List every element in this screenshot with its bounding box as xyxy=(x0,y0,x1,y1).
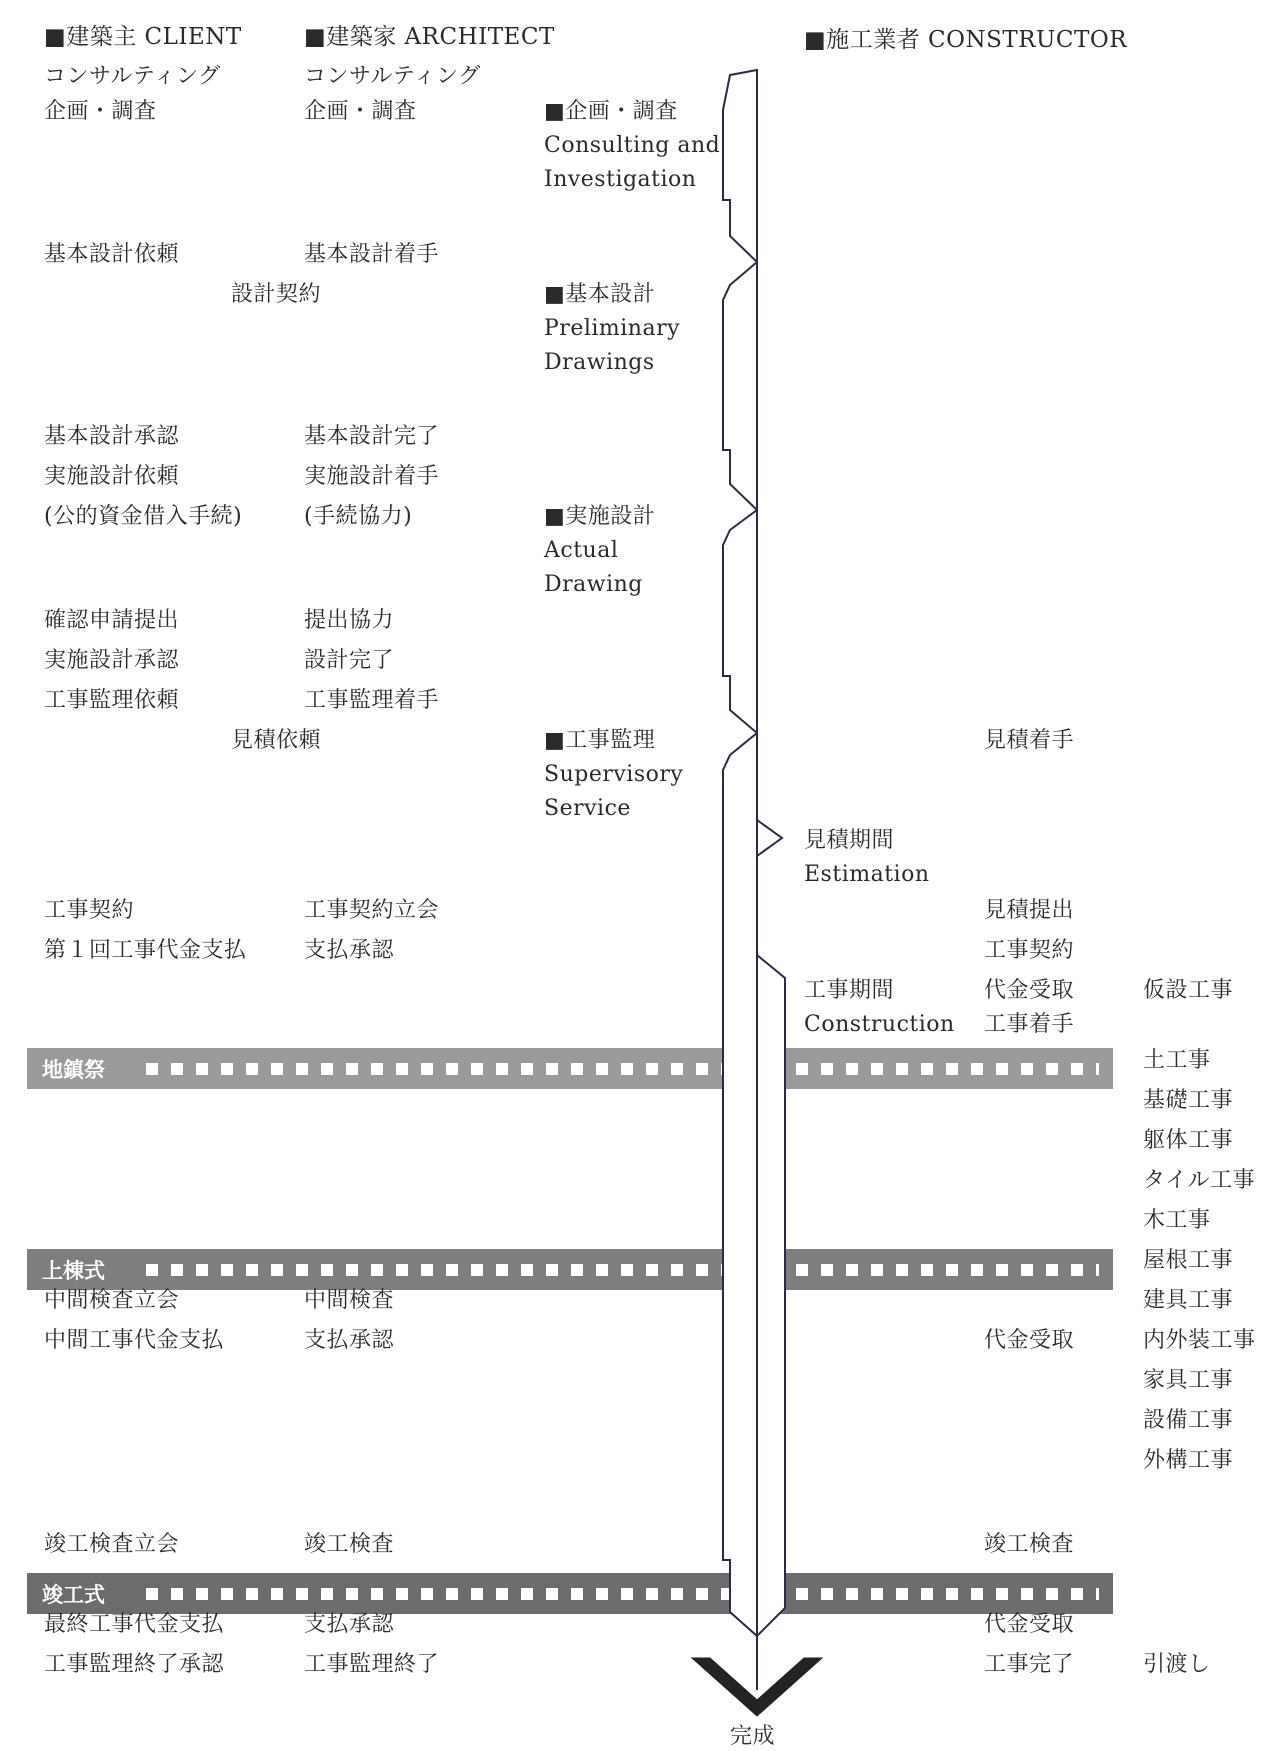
construction-period-en: Construction xyxy=(804,1012,955,1037)
architect-step: 支払承認 xyxy=(304,938,395,963)
work-item: 基礎工事 xyxy=(1143,1088,1234,1113)
phase-arrow-consulting xyxy=(723,70,757,262)
constructor-step: 工事契約 xyxy=(984,938,1075,963)
architect-step: 中間検査 xyxy=(304,1288,395,1313)
client-step: (公的資金借入手続) xyxy=(44,504,243,529)
estimation-period-en: Estimation xyxy=(804,862,930,887)
design-contract-label: 設計契約 xyxy=(231,282,322,307)
work-item: 躯体工事 xyxy=(1143,1128,1234,1153)
constructor-step: 代金受取 xyxy=(984,1328,1075,1353)
client-step: 第１回工事代金支払 xyxy=(44,938,247,963)
estimation-period-jp: 見積期間 xyxy=(804,828,895,853)
architect-step: 設計完了 xyxy=(304,648,395,673)
architect-step: 基本設計完了 xyxy=(304,424,440,449)
work-item: 引渡し xyxy=(1143,1652,1211,1677)
constructor-step: 見積提出 xyxy=(984,898,1075,923)
architect-step: 工事監理終了 xyxy=(304,1652,440,1677)
phase-title: ■工事監理 xyxy=(544,728,656,753)
architect-step: 提出協力 xyxy=(304,608,395,633)
architect-step: 工事監理着手 xyxy=(304,688,440,713)
client-step: 実施設計依頼 xyxy=(44,464,180,489)
architect-step: (手続協力) xyxy=(304,504,413,529)
work-item: 設備工事 xyxy=(1143,1408,1234,1433)
work-item: タイル工事 xyxy=(1143,1168,1256,1193)
construction-period-jp: 工事期間 xyxy=(804,978,895,1003)
client-step: 工事監理終了承認 xyxy=(44,1652,225,1677)
client-step: 確認申請提出 xyxy=(44,608,180,633)
client-step: 工事契約 xyxy=(44,898,135,923)
architect-step: 支払承認 xyxy=(304,1328,395,1353)
phase-arrow-supervisory xyxy=(723,733,757,1636)
ceremony-label-jichinsai: 地鎮祭 xyxy=(42,1057,105,1082)
constructor-step: 竣工検査 xyxy=(984,1532,1075,1557)
client-step: 基本設計承認 xyxy=(44,424,180,449)
client-step: 竣工検査立会 xyxy=(44,1532,180,1557)
estimation-arrowhead xyxy=(757,820,782,856)
architect-step: 工事契約立会 xyxy=(304,898,440,923)
work-item: 土工事 xyxy=(1143,1048,1211,1073)
architect-header: ■建築家 ARCHITECT xyxy=(304,24,555,50)
architect-step: 企画・調査 xyxy=(304,99,417,124)
work-item: 内外装工事 xyxy=(1143,1328,1256,1353)
work-item: 仮設工事 xyxy=(1143,978,1234,1003)
architect-step: コンサルティング xyxy=(304,64,481,89)
phase-en: Actual xyxy=(544,538,619,563)
work-item: 家具工事 xyxy=(1143,1368,1234,1393)
constructor-step: 工事完了 xyxy=(984,1652,1075,1677)
estimate-request-label: 見積依頼 xyxy=(231,728,322,753)
client-header: ■建築主 CLIENT xyxy=(44,24,242,50)
phase-en: Drawing xyxy=(544,572,643,597)
client-step: 中間検査立会 xyxy=(44,1288,180,1313)
phase-en: Drawings xyxy=(544,350,655,375)
phase-en: Investigation xyxy=(544,167,697,192)
phase-title: ■実施設計 xyxy=(544,504,656,529)
work-item: 建具工事 xyxy=(1143,1288,1234,1313)
constructor-step: 代金受取 xyxy=(984,978,1075,1003)
architect-step: 竣工検査 xyxy=(304,1532,395,1557)
client-step: 工事監理依頼 xyxy=(44,688,180,713)
constructor-step: 代金受取 xyxy=(984,1612,1075,1637)
architect-step: 支払承認 xyxy=(304,1612,395,1637)
phase-title: ■基本設計 xyxy=(544,282,656,307)
phase-en: Consulting and xyxy=(544,133,721,158)
client-step: コンサルティング xyxy=(44,64,221,89)
completion-label: 完成 xyxy=(730,1724,776,1749)
phase-arrow-preliminary xyxy=(723,262,757,510)
ceremony-label-joutoushiki: 上棟式 xyxy=(42,1258,105,1283)
client-step: 企画・調査 xyxy=(44,99,157,124)
phase-en: Service xyxy=(544,796,631,821)
architect-step: 実施設計着手 xyxy=(304,464,440,489)
client-step: 中間工事代金支払 xyxy=(44,1328,225,1353)
phase-en: Preliminary xyxy=(544,316,681,341)
work-item: 屋根工事 xyxy=(1143,1248,1234,1273)
construction-arrow xyxy=(757,955,785,1636)
ceremony-label-shunkoushiki: 竣工式 xyxy=(42,1582,105,1607)
client-step: 実施設計承認 xyxy=(44,648,180,673)
client-step: 基本設計依頼 xyxy=(44,242,180,267)
architect-step: 基本設計着手 xyxy=(304,242,440,267)
phase-title: ■企画・調査 xyxy=(544,99,678,124)
constructor-step: 見積着手 xyxy=(984,728,1075,753)
phase-arrow-actual xyxy=(723,510,757,733)
client-step: 最終工事代金支払 xyxy=(44,1612,225,1637)
work-item: 木工事 xyxy=(1143,1208,1211,1233)
constructor-header: ■施工業者 CONSTRUCTOR xyxy=(804,27,1128,53)
phase-en: Supervisory xyxy=(544,762,684,787)
constructor-step: 工事着手 xyxy=(984,1012,1075,1037)
work-item: 外構工事 xyxy=(1143,1448,1234,1473)
